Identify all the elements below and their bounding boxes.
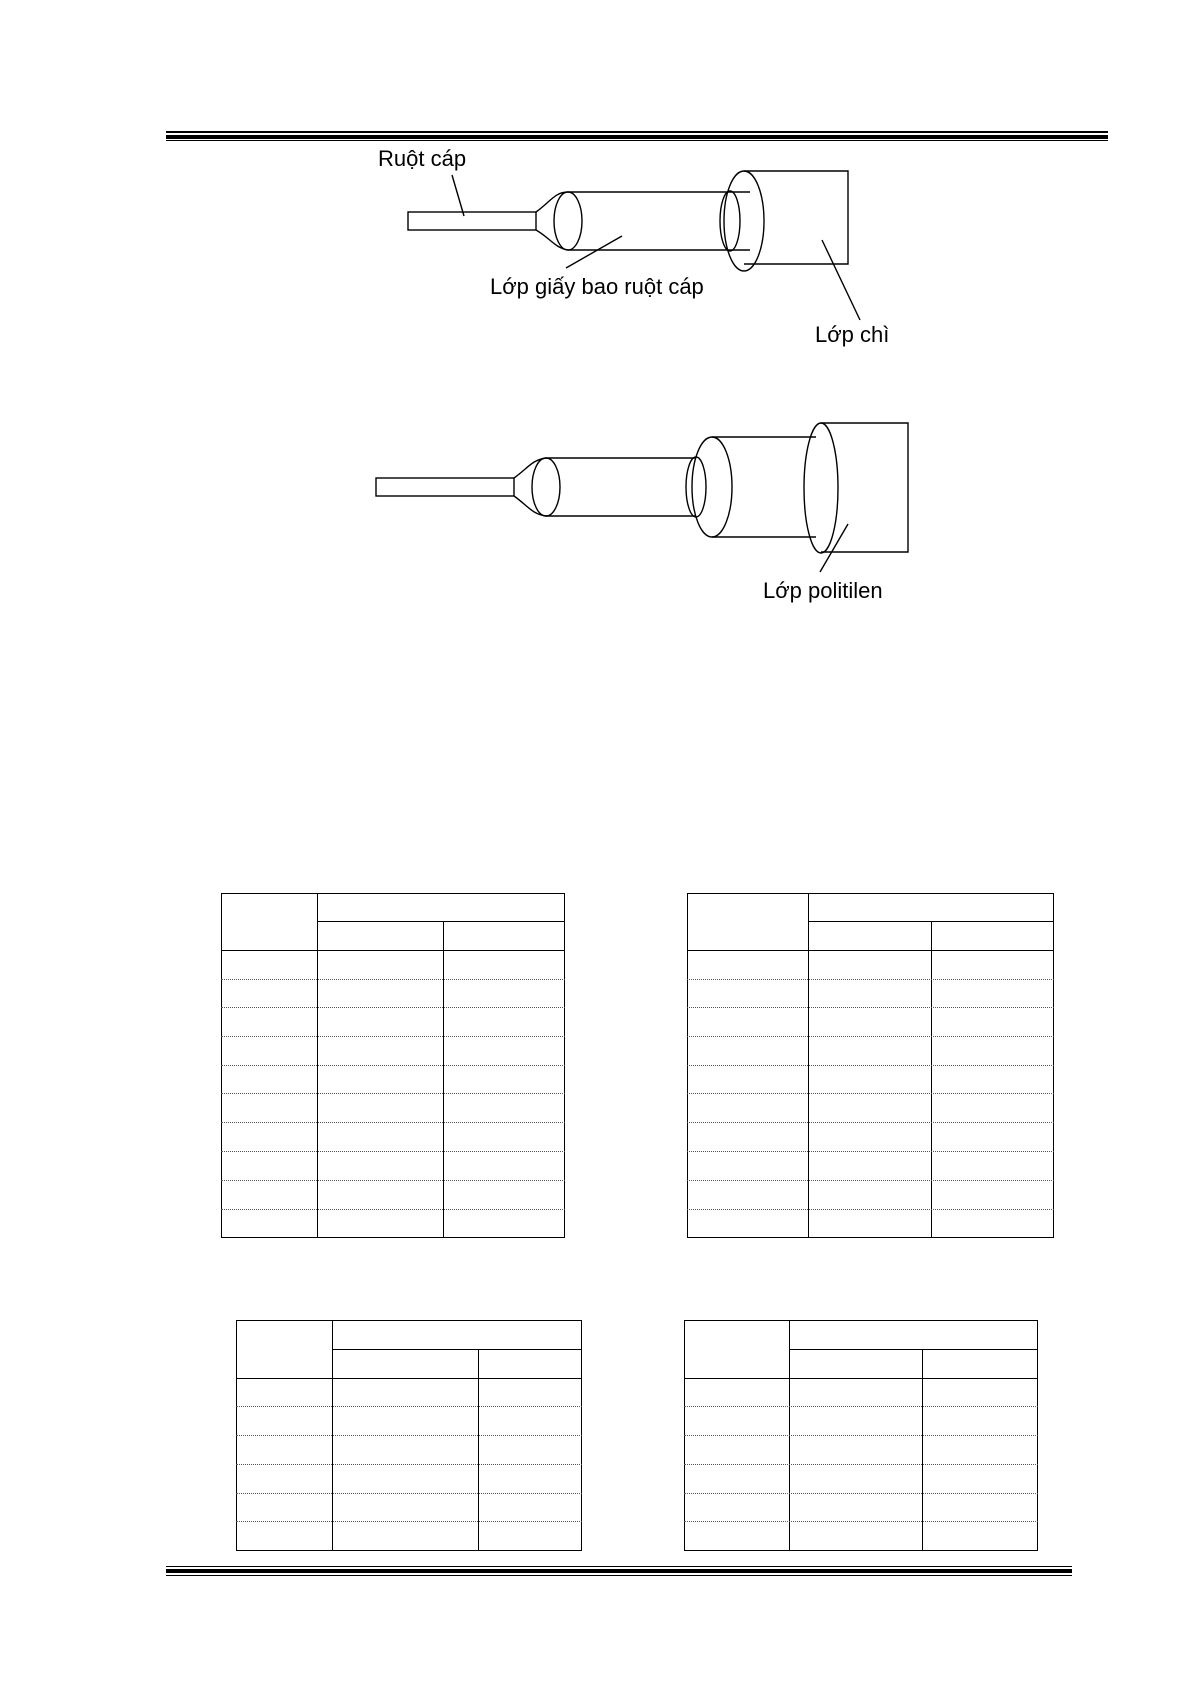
table-top-right [687, 893, 1054, 1238]
footer-rule [166, 1566, 1072, 1576]
label-paper-layer: Lớp giấy bao ruột cáp [490, 274, 704, 299]
cable-figure-polyethylene [360, 410, 920, 610]
table-bottom-left [236, 1320, 582, 1551]
label-lead-layer: Lớp chì [815, 322, 890, 347]
cable-figure-lead [360, 140, 920, 360]
table-top-left [221, 893, 565, 1238]
label-polyethylene-layer: Lớp politilen [763, 578, 883, 603]
table-bottom-right [684, 1320, 1038, 1551]
label-conductor: Ruột cáp [378, 146, 467, 171]
